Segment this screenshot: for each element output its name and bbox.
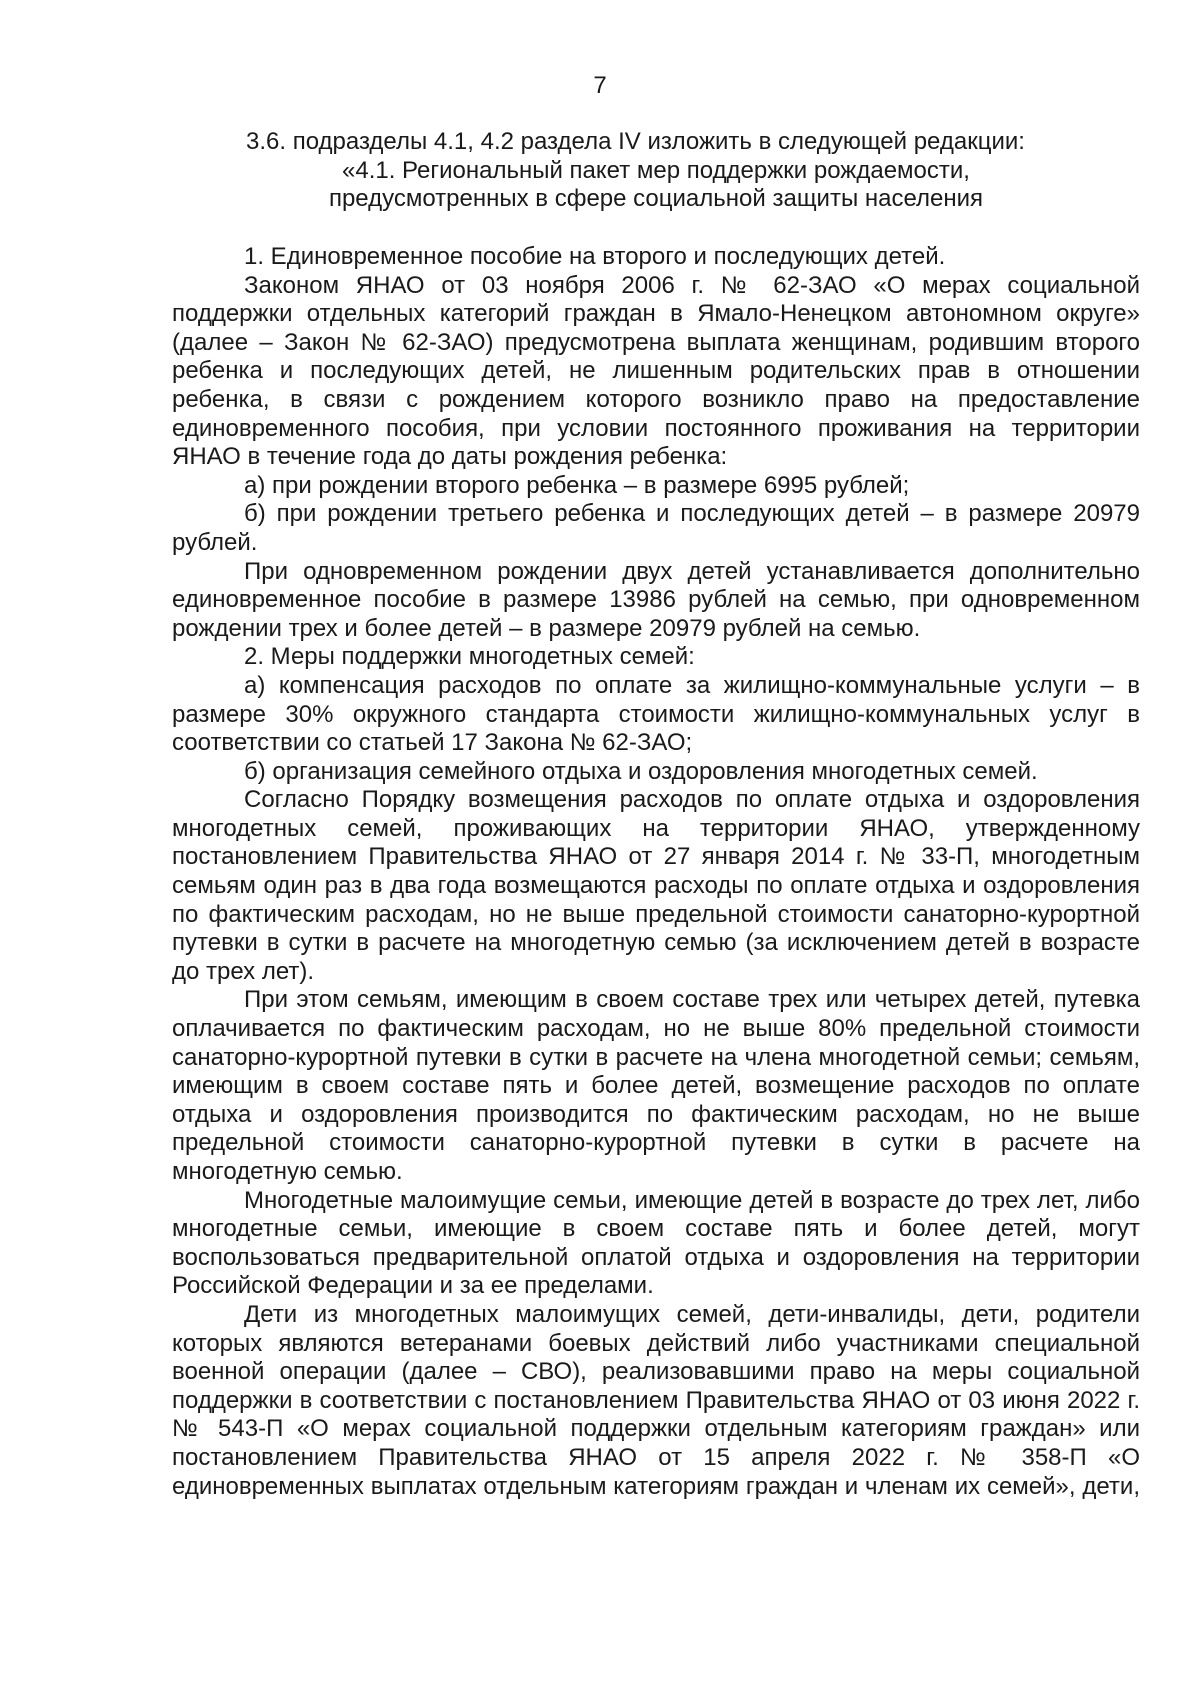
page-number: 7 (593, 72, 607, 99)
section-title-line-1: «4.1. Региональный пакет мер поддержки рождаемости, (342, 156, 970, 184)
paragraph: Законом ЯНАО от 03 ноября 2006 г. № 62-ЗАО «О мерах социальной поддержки отдельных категорий граждан в Ямало-Ненецком автономном округе» (далее – Закон № 62-ЗАО) предусмотрена выплата женщинам, родившим второго ребенка и последующих детей, не лишенным родительских прав в отношении ребенка, в связи с рождением которого возникло право на предоставление единовременного пособия, при условии постоянного проживания на территории ЯНАО в течение года до даты рождения ребенка: (172, 271, 1140, 471)
paragraph: При одновременном рождении двух детей устанавливается дополнительно единовременное пособие в размере 13986 рублей на семью, при одновременном рождении трех и более детей – в размере 20979 рублей на семью. (172, 557, 1140, 642)
document-body (172, 243, 1140, 1501)
paragraph: Дети из многодетных малоимущих семей, дети-инвалиды, дети, родители которых являются ветеранами боевых действий либо участниками специальной военной операции (далее – СВО), реализовавшими право на меры социальной поддержки в соответствии с постановлением Правительства ЯНАО от 03 июня 2022 г. № 543-П «О мерах социальной поддержки отдельным категориям граждан» или постановлением Правительства ЯНАО от 15 апреля 2022 г. № 358-П «О единовременных выплатах отдельным категориям граждан и членам их семей», дети, (172, 1300, 1140, 1500)
paragraph: а) компенсация расходов по оплате за жилищно-коммунальные услуги – в размере 30% окружного стандарта стоимости жилищно-коммунальных услуг в соответствии со статьей 17 Закона № 62-ЗАО; (172, 671, 1140, 757)
paragraph: 2. Меры поддержки многодетных семей: (244, 643, 695, 671)
paragraph: 1. Единовременное пособие на второго и последующих детей. (244, 243, 946, 270)
section-title-line-2: предусмотренных в сфере социальной защиты населения (328, 185, 984, 213)
paragraph: Согласно Порядку возмещения расходов по оплате отдыха и оздоровления многодетных семей, проживающих на территории ЯНАО, утвержденному постановлением Правительства ЯНАО от 27 января 2014 г. № 33-П, многодетным семьям один раз в два года возмещаются расходы по оплате отдыха и оздоровления по фактическим расходам, но не выше предельной стоимости санаторно-курортной путевки в сутки в расчете на многодетную семью (за исключением детей в возрасте до трех лет). (172, 786, 1140, 985)
section-header (172, 128, 1140, 214)
amendment-intro: 3.6. подразделы 4.1, 4.2 раздела IV изложить в следующей редакции: (246, 128, 1025, 155)
paragraph: б) организация семейного отдыха и оздоровления многодетных семей. (244, 757, 1038, 785)
paragraph: Многодетные малоимущие семьи, имеющие детей в возрасте до трех лет, либо многодетные семьи, имеющие в своем составе пять и более детей, могут воспользоваться предварительной оплатой отдыха и оздоровления на территории Российской Федерации и за ее пределами. (172, 1186, 1140, 1300)
paragraph: а) при рождении второго ребенка – в размере 6995 рублей; (244, 471, 910, 499)
paragraph: б) при рождении третьего ребенка и последующих детей – в размере 20979 рублей. (172, 500, 1140, 556)
paragraph: При этом семьям, имеющим в своем составе трех или четырех детей, путевка оплачивается по фактическим расходам, но не выше 80% предельной стоимости санаторно-курортной путевки в сутки в расчете на члена многодетной семьи; семьям, имеющим в своем составе пять и более детей, возмещение расходов по оплате отдыха и оздоровления производится по фактическим расходам, но не выше предельной стоимости санаторно-курортной путевки в сутки в расчете на многодетную семью. (172, 986, 1140, 1185)
